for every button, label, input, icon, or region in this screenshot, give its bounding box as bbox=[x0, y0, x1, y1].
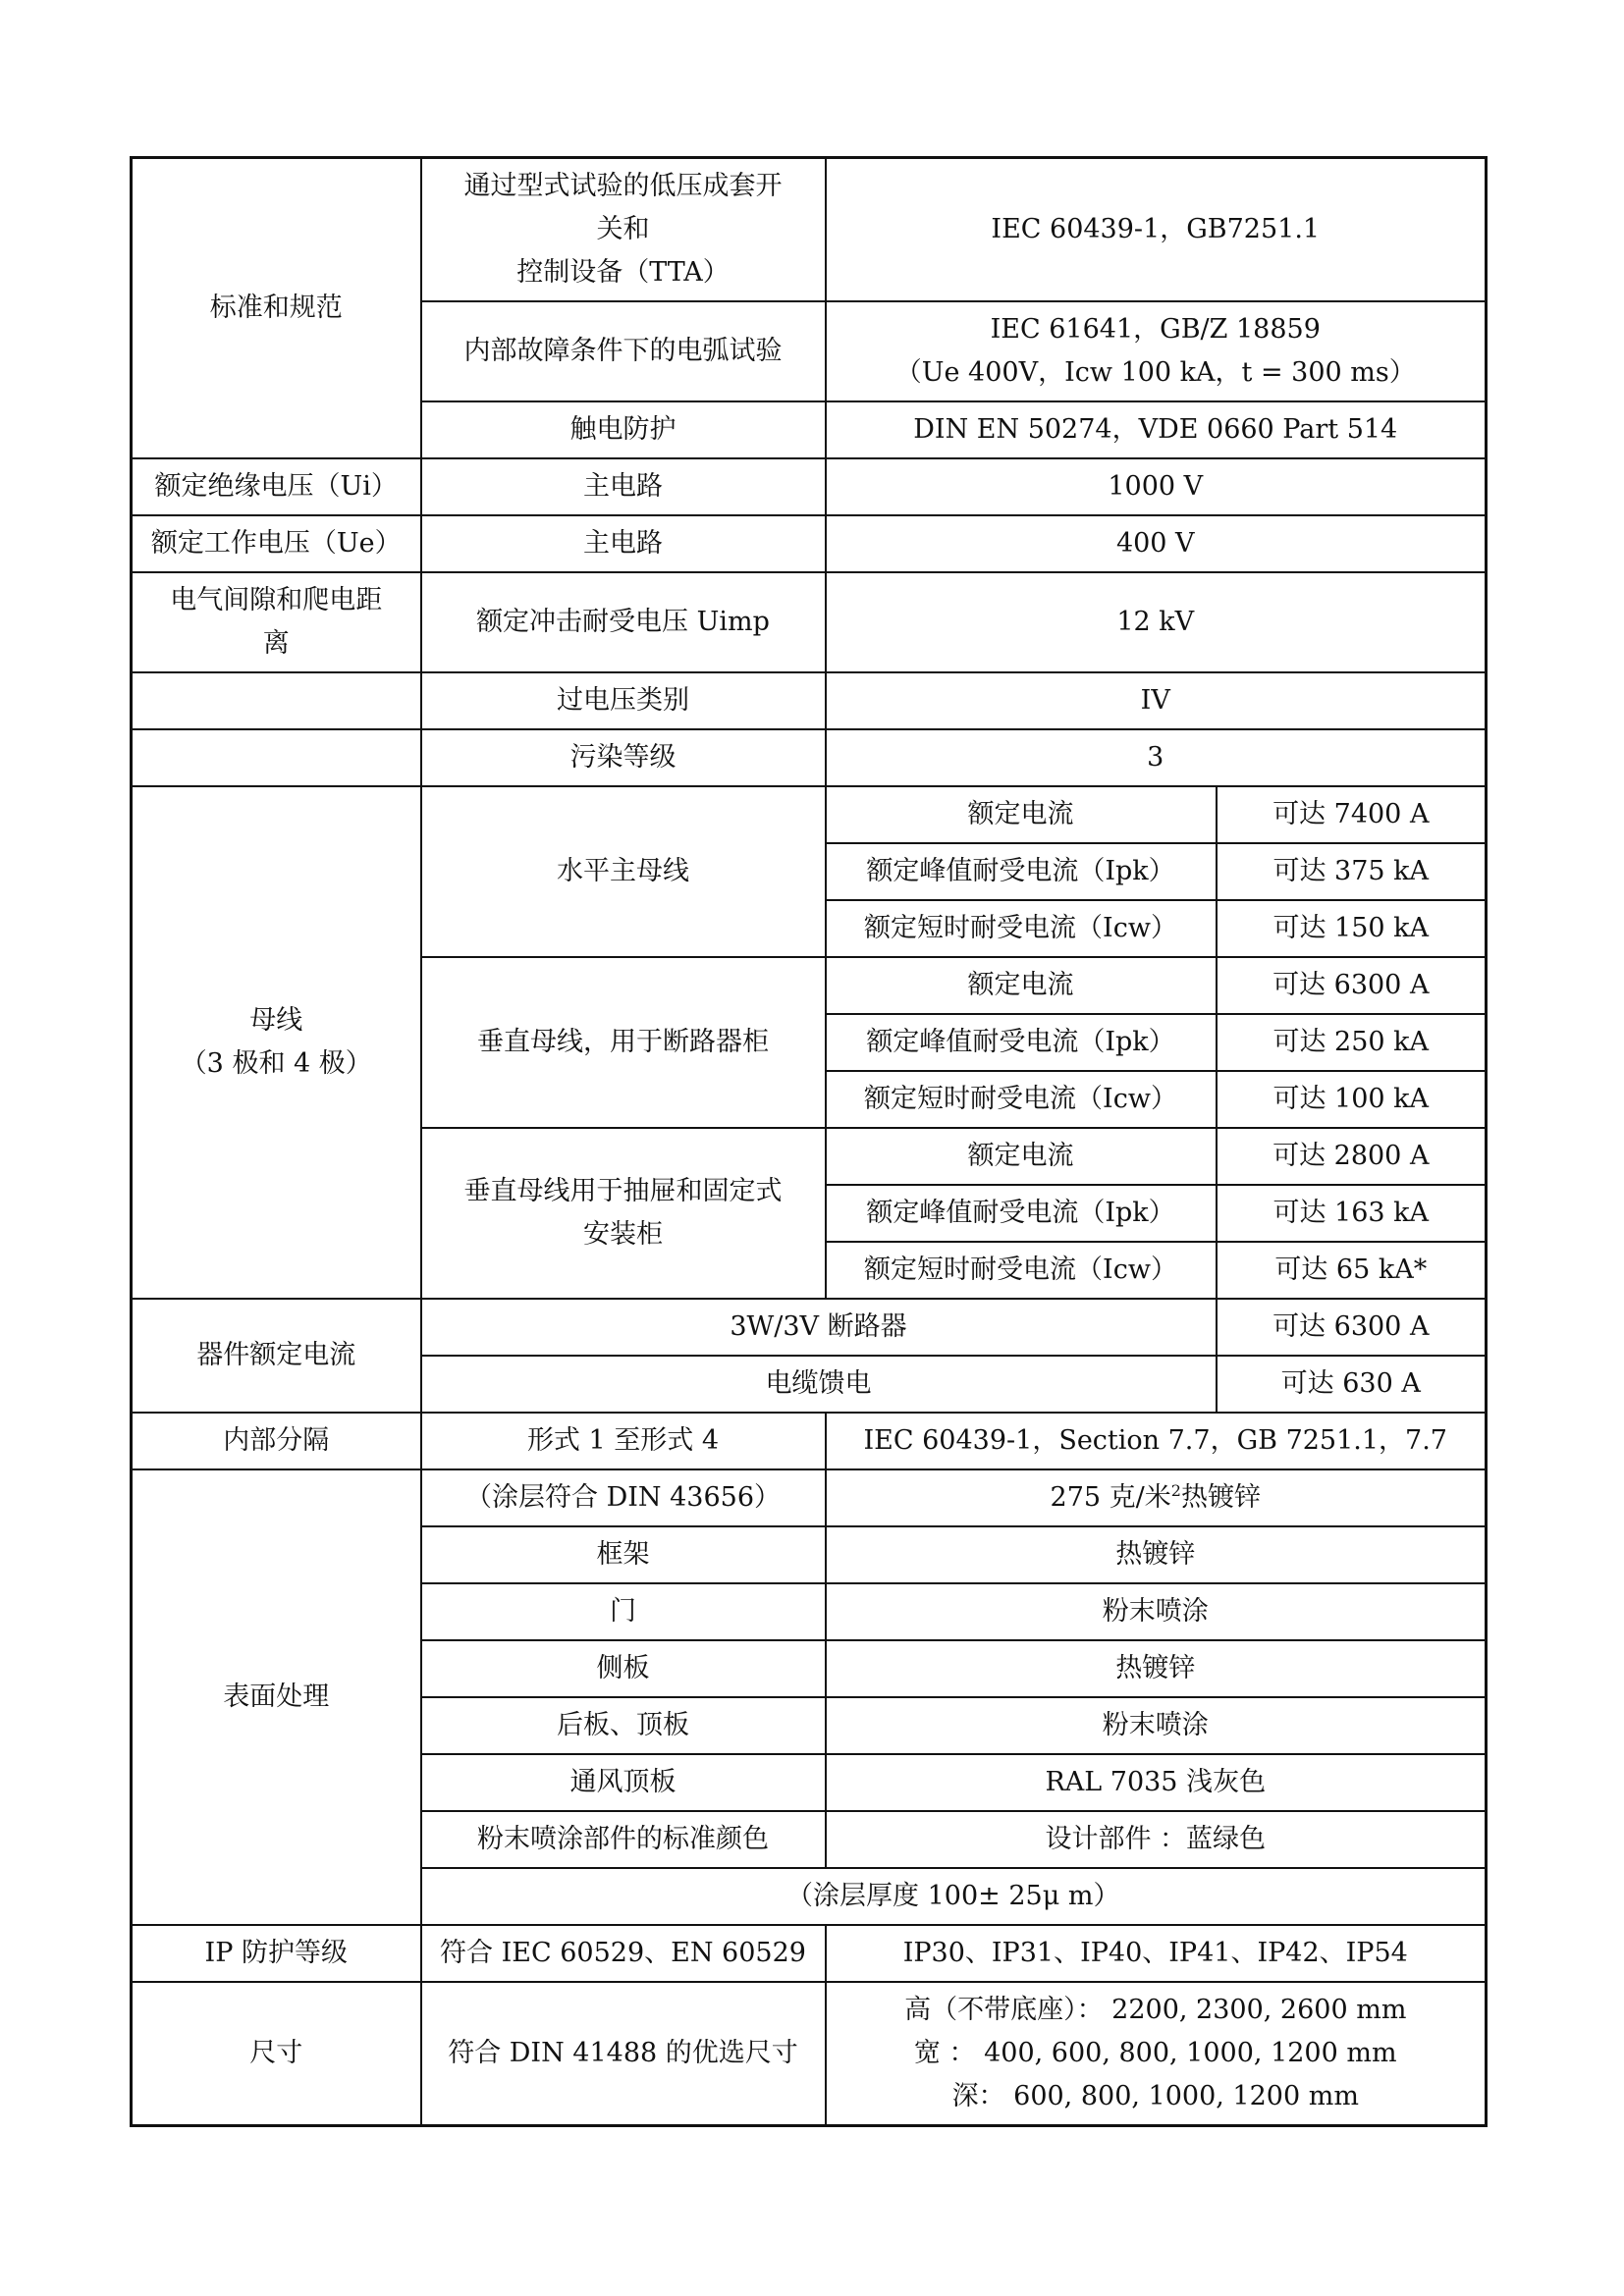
tta-value: IEC 60439-1，GB7251.1 bbox=[826, 158, 1487, 302]
surface-part-name: 门 bbox=[421, 1583, 826, 1640]
impulse-voltage-value: 12 kV bbox=[826, 572, 1487, 672]
busbar-value: 可达 65 kA* bbox=[1217, 1242, 1487, 1299]
device-value: 可达 630 A bbox=[1217, 1356, 1487, 1413]
empty-cell bbox=[132, 729, 421, 786]
dimensions-value: 高（不带底座）： 2200, 2300, 2600 mm 宽 ： 400, 600, 800, 1000, 1200 mm 深： 600, 800, 1000, 1200 mm bbox=[826, 1982, 1487, 2126]
busbar-param: 额定短时耐受电流（Icw） bbox=[826, 900, 1217, 957]
device-current-label: 器件额定电流 bbox=[132, 1299, 421, 1413]
ip-label: IP 防护等级 bbox=[132, 1925, 421, 1982]
busbar-param: 额定电流 bbox=[826, 957, 1217, 1014]
pollution-value: 3 bbox=[826, 729, 1487, 786]
surface-part-value: 设计部件 ：蓝绿色 bbox=[826, 1811, 1487, 1868]
surface-part-value: 热镀锌 bbox=[826, 1640, 1487, 1697]
separation-name: 形式 1 至形式 4 bbox=[421, 1413, 826, 1469]
surface-label: 表面处理 bbox=[132, 1469, 421, 1925]
operating-voltage-label: 额定工作电压（Ue） bbox=[132, 515, 421, 572]
coating-value-sup: 2 bbox=[1170, 1481, 1181, 1500]
overvoltage-name: 过电压类别 bbox=[421, 672, 826, 729]
busbar-value: 可达 163 kA bbox=[1217, 1185, 1487, 1242]
busbar-value: 可达 250 kA bbox=[1217, 1014, 1487, 1071]
surface-part-value: 粉末喷涂 bbox=[826, 1697, 1487, 1754]
operating-circuit: 主电路 bbox=[421, 515, 826, 572]
surface-part-value: 粉末喷涂 bbox=[826, 1583, 1487, 1640]
shock-protection-value: DIN EN 50274，VDE 0660 Part 514 bbox=[826, 401, 1487, 458]
arc-test-name: 内部故障条件下的电弧试验 bbox=[421, 301, 826, 401]
empty-cell bbox=[132, 672, 421, 729]
surface-part-value: RAL 7035 浅灰色 bbox=[826, 1754, 1487, 1811]
busbar-param: 额定峰值耐受电流（Ipk） bbox=[826, 843, 1217, 900]
busbar-value: 可达 150 kA bbox=[1217, 900, 1487, 957]
busbar-param: 额定峰值耐受电流（Ipk） bbox=[826, 1185, 1217, 1242]
spec-table bbox=[130, 156, 1488, 2127]
dimensions-standard: 符合 DIN 41488 的优选尺寸 bbox=[421, 1982, 826, 2126]
tta-name: 通过型式试验的低压成套开 关和 控制设备（TTA） bbox=[421, 158, 826, 302]
surface-part-name: 粉末喷涂部件的标准颜色 bbox=[421, 1811, 826, 1868]
busbar-group-name: 垂直母线，用于断路器柜 bbox=[421, 957, 826, 1128]
busbar-param: 额定短时耐受电流（Icw） bbox=[826, 1071, 1217, 1128]
dimensions-label: 尺寸 bbox=[132, 1982, 421, 2126]
overvoltage-value: IV bbox=[826, 672, 1487, 729]
coating-thickness: （涂层厚度 100± 25μ m） bbox=[421, 1868, 1487, 1925]
busbar-param: 额定电流 bbox=[826, 786, 1217, 843]
device-value: 可达 6300 A bbox=[1217, 1299, 1487, 1356]
coating-name: （涂层符合 DIN 43656） bbox=[421, 1469, 826, 1526]
busbar-group-name: 垂直母线用于抽屉和固定式 安装柜 bbox=[421, 1128, 826, 1299]
busbar-param: 额定电流 bbox=[826, 1128, 1217, 1185]
busbar-value: 可达 7400 A bbox=[1217, 786, 1487, 843]
ip-standard: 符合 IEC 60529、EN 60529 bbox=[421, 1925, 826, 1982]
separation-label: 内部分隔 bbox=[132, 1413, 421, 1469]
insulation-value: 1000 V bbox=[826, 458, 1487, 515]
busbar-value: 可达 2800 A bbox=[1217, 1128, 1487, 1185]
busbar-param: 额定峰值耐受电流（Ipk） bbox=[826, 1014, 1217, 1071]
surface-part-name: 侧板 bbox=[421, 1640, 826, 1697]
surface-part-name: 框架 bbox=[421, 1526, 826, 1583]
busbar-value: 可达 375 kA bbox=[1217, 843, 1487, 900]
surface-part-name: 后板、顶板 bbox=[421, 1697, 826, 1754]
surface-part-value: 热镀锌 bbox=[826, 1526, 1487, 1583]
insulation-circuit: 主电路 bbox=[421, 458, 826, 515]
separation-value: IEC 60439-1，Section 7.7，GB 7251.1，7.7 bbox=[826, 1413, 1487, 1469]
arc-test-value: IEC 61641，GB/Z 18859 （Ue 400V，Icw 100 kA，t = 300 ms） bbox=[826, 301, 1487, 401]
coating-value-text: 275 克/米 bbox=[1050, 1482, 1171, 1513]
insulation-voltage-label: 额定绝缘电压（Ui） bbox=[132, 458, 421, 515]
busbar-value: 可达 6300 A bbox=[1217, 957, 1487, 1014]
device-name: 电缆馈电 bbox=[421, 1356, 1217, 1413]
pollution-name: 污染等级 bbox=[421, 729, 826, 786]
operating-value: 400 V bbox=[826, 515, 1487, 572]
busbar-group-name: 水平主母线 bbox=[421, 786, 826, 957]
coating-value-suffix: 热镀锌 bbox=[1180, 1482, 1261, 1513]
device-name: 3W/3V 断路器 bbox=[421, 1299, 1217, 1356]
busbar-label: 母线 （3 极和 4 极） bbox=[132, 786, 421, 1299]
busbar-param: 额定短时耐受电流（Icw） bbox=[826, 1242, 1217, 1299]
ip-value: IP30、IP31、IP40、IP41、IP42、IP54 bbox=[826, 1925, 1487, 1982]
impulse-voltage-name: 额定冲击耐受电压 Uimp bbox=[421, 572, 826, 672]
busbar-value: 可达 100 kA bbox=[1217, 1071, 1487, 1128]
surface-part-name: 通风顶板 bbox=[421, 1754, 826, 1811]
standards-label: 标准和规范 bbox=[132, 158, 421, 459]
clearance-label: 电气间隙和爬电距 离 bbox=[132, 572, 421, 672]
coating-value bbox=[826, 1469, 1487, 1526]
shock-protection-name: 触电防护 bbox=[421, 401, 826, 458]
